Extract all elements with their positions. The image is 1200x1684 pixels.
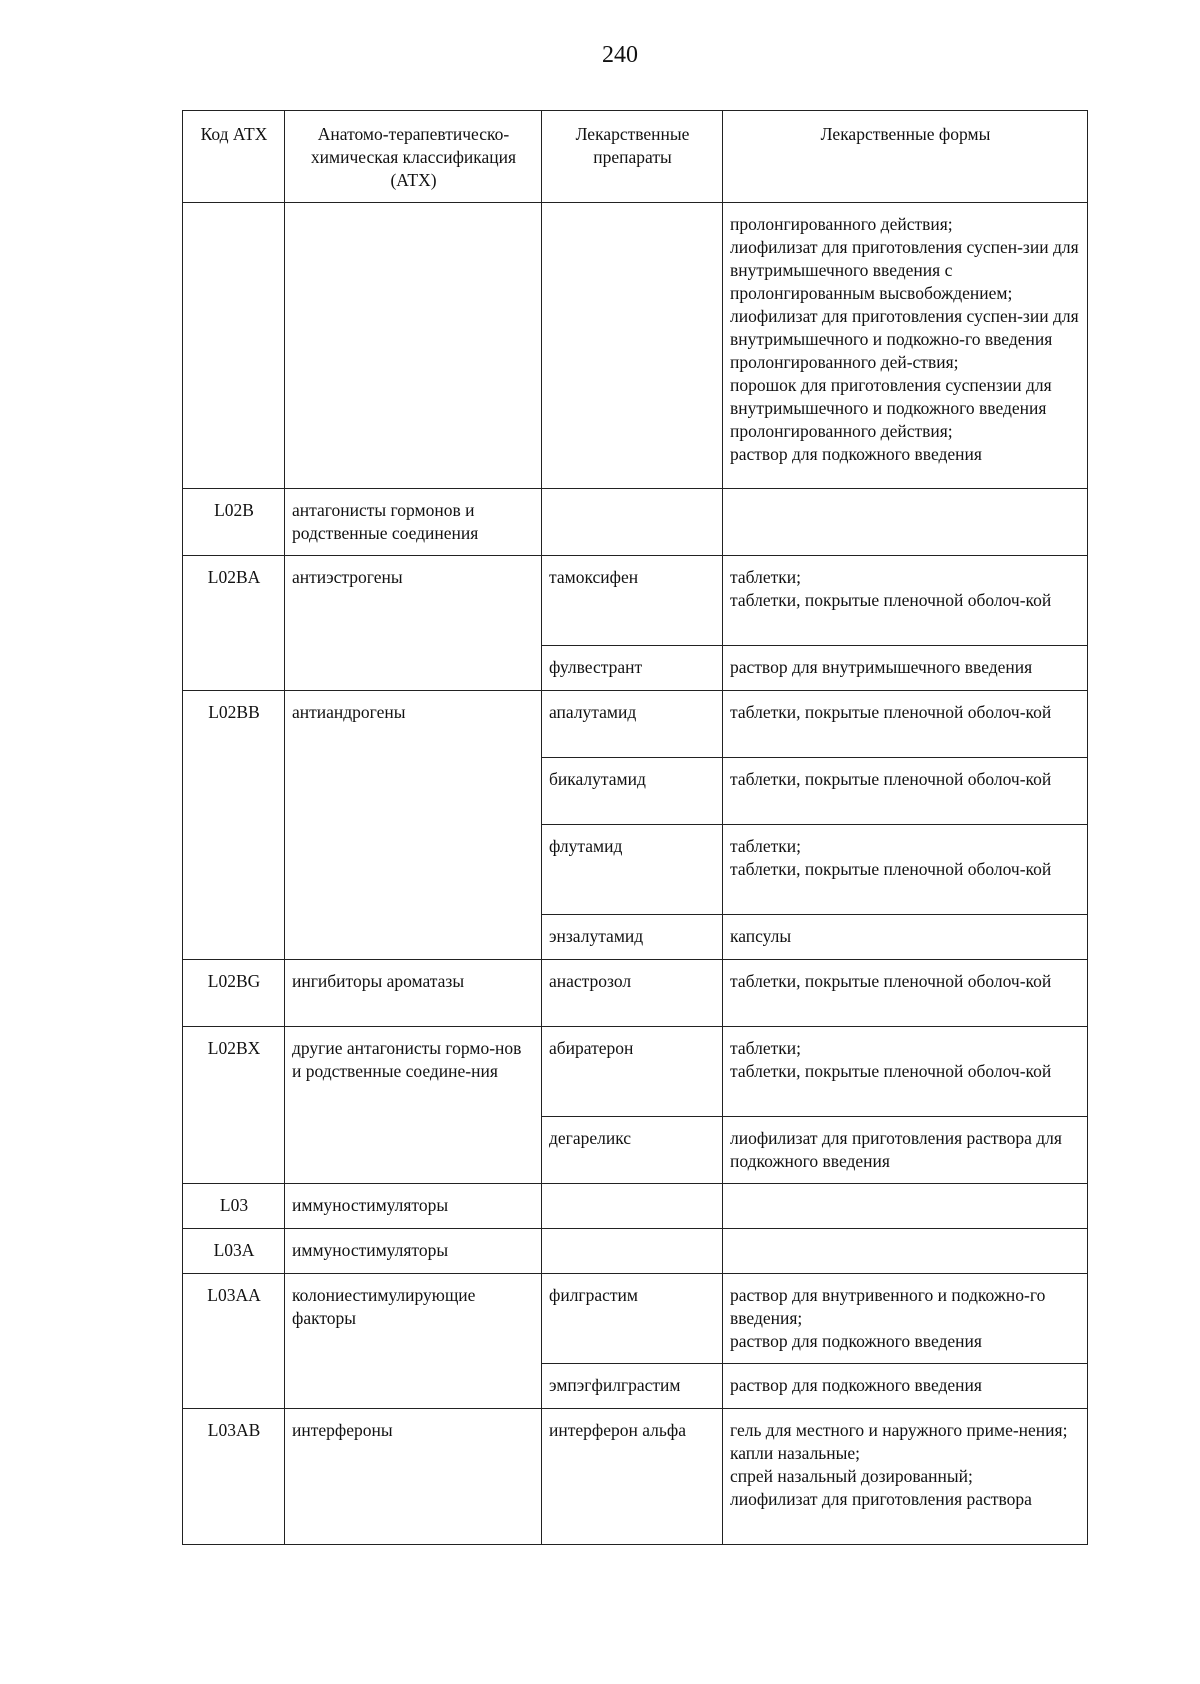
drug-cell (542, 489, 723, 556)
table-row (183, 1027, 1088, 1117)
code-cell: L03AB (183, 1409, 285, 1545)
code-cell: L02BG (183, 960, 285, 1027)
classification-cell: антиандрогены (285, 691, 542, 960)
code-cell (183, 203, 285, 489)
form-item: лиофилизат для приготовления суспен-зии для внутримышечного введения с пролонгированным высвобождением; (730, 237, 1079, 303)
form-item: раствор для подкожного введения (730, 1375, 982, 1395)
form-item: спрей назальный дозированный; (730, 1466, 973, 1486)
table-row (183, 1184, 1088, 1229)
drug-cell: дегареликс (542, 1117, 723, 1184)
table-row (183, 691, 1088, 758)
drug-cell: филграстим (542, 1274, 723, 1364)
forms-cell (723, 1027, 1088, 1117)
code-cell: L03AA (183, 1274, 285, 1409)
form-item: таблетки, покрытые пленочной оболоч-кой (730, 702, 1052, 722)
drug-cell: эмпэгфилграстим (542, 1364, 723, 1409)
form-item: раствор для внутривенного и подкожно-го введения; (730, 1285, 1046, 1328)
forms-cell (723, 1409, 1088, 1545)
classification-cell: иммуностимуляторы (285, 1184, 542, 1229)
drug-cell: тамоксифен (542, 556, 723, 646)
forms-cell (723, 1274, 1088, 1364)
forms-cell (723, 1117, 1088, 1184)
form-item: лиофилизат для приготовления раствора для подкожного введения (730, 1128, 1062, 1171)
forms-cell (723, 646, 1088, 691)
form-item: таблетки, покрытые пленочной оболоч-кой (730, 859, 1052, 879)
forms-cell (723, 556, 1088, 646)
drug-cell: интерферон альфа (542, 1409, 723, 1545)
forms-cell (723, 691, 1088, 758)
header-drugs: Лекарственные препараты (542, 111, 723, 203)
table-row (183, 489, 1088, 556)
table-row (183, 1274, 1088, 1364)
form-item: таблетки, покрытые пленочной оболоч-кой (730, 769, 1052, 789)
form-item: капсулы (730, 926, 792, 946)
code-cell: L02BB (183, 691, 285, 960)
code-cell: L02BA (183, 556, 285, 691)
form-item: раствор для подкожного введения (730, 1331, 982, 1351)
forms-cell (723, 489, 1088, 556)
code-cell: L03A (183, 1229, 285, 1274)
form-item: капли назальные; (730, 1443, 861, 1463)
forms-cell (723, 915, 1088, 960)
drug-cell: абиратерон (542, 1027, 723, 1117)
classification-cell: ингибиторы ароматазы (285, 960, 542, 1027)
form-item: таблетки; (730, 836, 801, 856)
forms-cell (723, 825, 1088, 915)
header-code: Код АТХ (183, 111, 285, 203)
form-item: лиофилизат для приготовления суспен-зии для внутримышечного и подкожно-го введения пролонгированного дей-ствия; (730, 306, 1079, 372)
atc-drug-table (182, 110, 1088, 1545)
drug-cell (542, 203, 723, 489)
table-row (183, 960, 1088, 1027)
table-header-row (183, 111, 1088, 203)
classification-cell: другие антагонисты гормо-нов и родственные соедине-ния (285, 1027, 542, 1184)
drug-cell (542, 1184, 723, 1229)
forms-cell (723, 1229, 1088, 1274)
code-cell: L02B (183, 489, 285, 556)
form-item: гель для местного и наружного приме-нения; (730, 1420, 1068, 1440)
classification-cell: антагонисты гормонов и родственные соединения (285, 489, 542, 556)
table-row (183, 203, 1088, 489)
classification-cell: иммуностимуляторы (285, 1229, 542, 1274)
form-item: порошок для приготовления суспензии для внутримышечного и подкожного введения пролонгированного действия; (730, 375, 1052, 441)
drug-cell: флутамид (542, 825, 723, 915)
drug-cell: анастрозол (542, 960, 723, 1027)
form-item: таблетки; (730, 567, 801, 587)
table-row (183, 556, 1088, 646)
table-row (183, 1229, 1088, 1274)
forms-cell (723, 758, 1088, 825)
form-item: раствор для внутримышечного введения (730, 657, 1033, 677)
classification-cell: интерфероны (285, 1409, 542, 1545)
forms-cell (723, 1184, 1088, 1229)
classification-cell: антиэстрогены (285, 556, 542, 691)
form-item: таблетки, покрытые пленочной оболоч-кой (730, 590, 1052, 610)
classification-cell (285, 203, 542, 489)
forms-cell (723, 203, 1088, 489)
header-classification: Анатомо-терапевтическо-химическая классификация (АТХ) (285, 111, 542, 203)
form-item: пролонгированного действия; (730, 214, 953, 234)
header-forms: Лекарственные формы (723, 111, 1088, 203)
drug-cell: апалутамид (542, 691, 723, 758)
code-cell: L03 (183, 1184, 285, 1229)
form-item: таблетки; (730, 1038, 801, 1058)
drug-cell: фулвестрант (542, 646, 723, 691)
forms-cell (723, 960, 1088, 1027)
code-cell: L02BX (183, 1027, 285, 1184)
form-item: таблетки, покрытые пленочной оболоч-кой (730, 1061, 1052, 1081)
form-item: раствор для подкожного введения (730, 444, 982, 464)
table-row (183, 1409, 1088, 1545)
forms-cell (723, 1364, 1088, 1409)
drug-cell (542, 1229, 723, 1274)
form-item: лиофилизат для приготовления раствора (730, 1489, 1032, 1509)
drug-cell: бикалутамид (542, 758, 723, 825)
page-number: 240 (602, 42, 638, 68)
form-item: таблетки, покрытые пленочной оболоч-кой (730, 971, 1052, 991)
drug-cell: энзалутамид (542, 915, 723, 960)
classification-cell: колониестимулирующие факторы (285, 1274, 542, 1409)
